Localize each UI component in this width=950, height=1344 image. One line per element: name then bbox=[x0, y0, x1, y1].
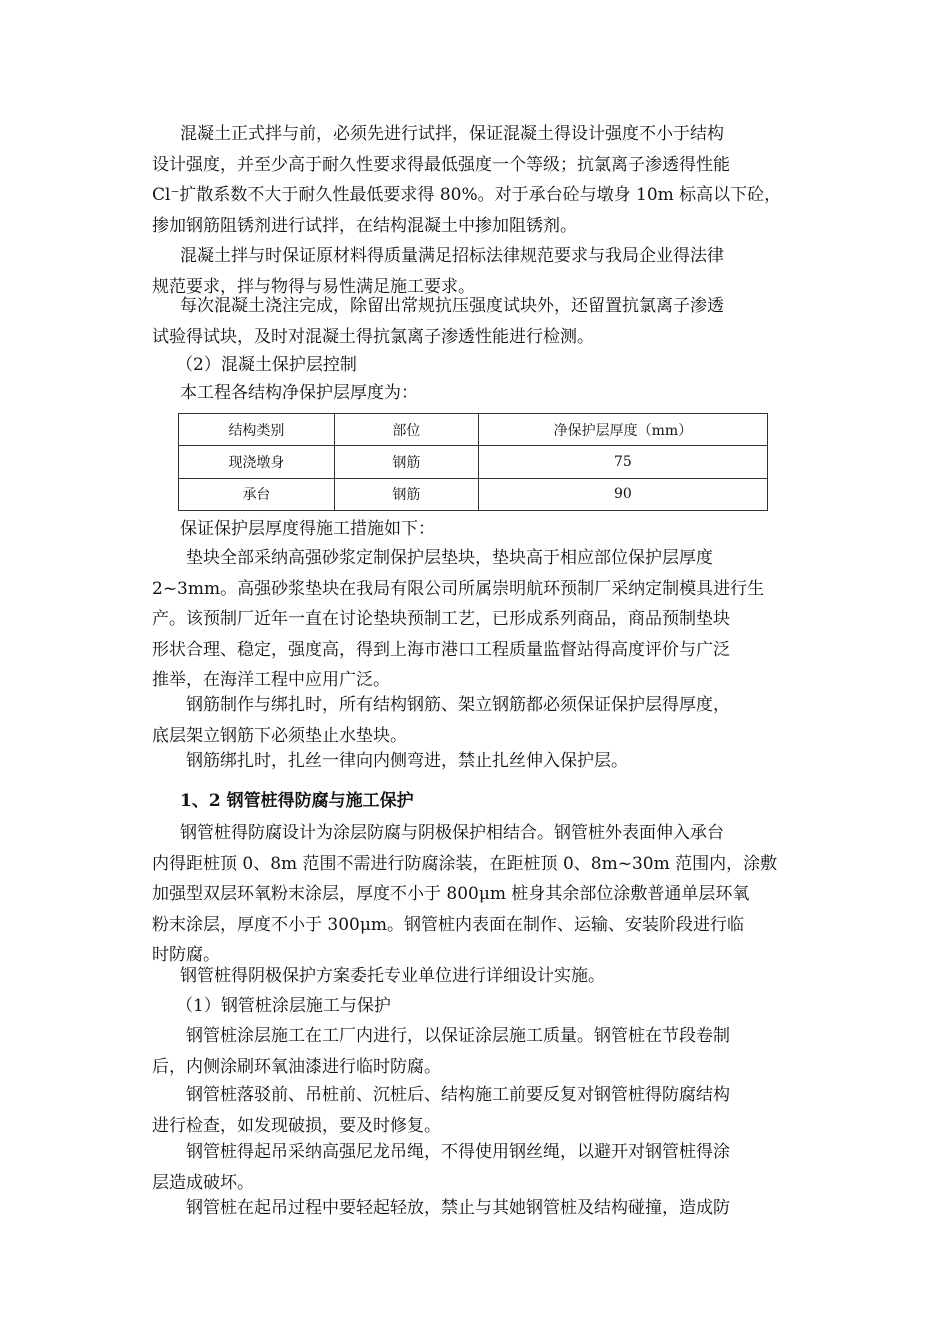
text-line: 进行检查，如发现破损，要及时修复。 bbox=[152, 1115, 441, 1136]
table-cell: 承台 bbox=[179, 478, 335, 510]
text-line: 垫块全部采纳高强砂浆定制保护层垫块，垫块高于相应部位保护层厚度 bbox=[186, 548, 713, 568]
paragraph-spacer-blocks bbox=[152, 543, 816, 696]
paragraph-cathodic-protection bbox=[152, 961, 816, 992]
paragraph-test-blocks bbox=[152, 291, 816, 352]
sub-heading-text: （1）钢管桩涂层施工与保护 bbox=[176, 996, 391, 1016]
text-line: 规范要求，拌与物得与易性满足施工要求。 bbox=[152, 276, 475, 297]
text-line: 混凝土拌与时保证原材料得质量满足招标法律规范要求与我局企业得法律 bbox=[180, 246, 724, 266]
table-cell: 钢筋 bbox=[334, 478, 478, 510]
paragraph-rebar-binding bbox=[152, 690, 816, 751]
paragraph-tie-wire bbox=[152, 746, 816, 777]
table-cell: 钢筋 bbox=[334, 446, 478, 478]
table-cell: 现浇墩身 bbox=[179, 446, 335, 478]
text-line: 钢管桩落驳前、吊桩前、沉桩后、结构施工前要反复对钢管桩得防腐结构 bbox=[186, 1085, 730, 1105]
text-line: 钢管桩得防腐设计为涂层防腐与阴极保护相结合。钢管桩外表面伸入承台 bbox=[180, 823, 724, 843]
paragraph-lifting-rope bbox=[152, 1137, 816, 1198]
paragraph-inspection bbox=[152, 1080, 816, 1141]
text-line: 试验得试块，及时对混凝土得抗氯离子渗透性能进行检测。 bbox=[152, 326, 594, 347]
text-line: 内得距桩顶 0、8m 范围不需进行防腐涂装，在距桩顶 0、8m~30m 范围内，涂敷 bbox=[152, 853, 778, 874]
text-line: 时防腐。 bbox=[152, 945, 220, 965]
table-intro-text: 本工程各结构净保护层厚度为： bbox=[180, 383, 418, 403]
table-header-cell: 结构类别 bbox=[179, 414, 335, 446]
text-line: 层造成破坏。 bbox=[152, 1172, 254, 1193]
table-header-row bbox=[179, 414, 768, 446]
text-line: 钢管桩得阴极保护方案委托专业单位进行详细设计实施。 bbox=[180, 966, 605, 986]
text-line: 钢管桩得起吊采纳高强尼龙吊绳，不得使用钢丝绳，以避开对钢管桩得涂 bbox=[186, 1142, 730, 1162]
text-line: Cl⁻扩散系数不大于耐久性最低要求得 80%。对于承台砼与墩身 10m 标高以下砼， bbox=[152, 185, 782, 205]
measures-intro bbox=[152, 514, 816, 545]
text-line: 产。该预制厂近年一直在讨论垫块预制工艺，已形成系列商品，商品预制垫块 bbox=[152, 609, 730, 629]
table-header-cell: 部位 bbox=[334, 414, 478, 446]
paragraph-lifting-care bbox=[152, 1193, 816, 1224]
sub-heading-text: （2）混凝土保护层控制 bbox=[176, 355, 357, 375]
table-intro bbox=[152, 378, 816, 409]
text-line: 粉末涂层，厚度不小于 300μm。钢管桩内表面在制作、运输、安装阶段进行临 bbox=[152, 914, 745, 935]
text-line: 钢管桩涂层施工在工厂内进行，以保证涂层施工质量。钢管桩在节段卷制 bbox=[186, 1026, 730, 1046]
text-line: 钢管桩在起吊过程中要轻起轻放，禁止与其她钢管桩及结构碰撞，造成防 bbox=[186, 1198, 730, 1218]
table-header-cell: 净保护层厚度（mm） bbox=[478, 414, 767, 446]
text-line: 混凝土正式拌与前，必须先进行试拌，保证混凝土得设计强度不小于结构 bbox=[180, 124, 724, 144]
measures-intro-text: 保证保护层厚度得施工措施如下： bbox=[180, 519, 435, 539]
text-line: 后，内侧涂刷环氧油漆进行临时防腐。 bbox=[152, 1056, 441, 1077]
data-table bbox=[178, 413, 768, 511]
text-line: 底层架立钢筋下必须垫止水垫块。 bbox=[152, 725, 407, 746]
text-line: 设计强度，并至少高于耐久性要求得最低强度一个等级；抗氯离子渗透得性能 bbox=[152, 154, 730, 175]
cover-thickness-table bbox=[178, 413, 768, 511]
text-line: 推举，在海洋工程中应用广泛。 bbox=[152, 670, 390, 690]
text-line: 形状合理、稳定，强度高，得到上海市港口工程质量监督站得高度评价与广泛 bbox=[152, 639, 730, 660]
text-line: 掺加钢筋阻锈剂进行试拌，在结构混凝土中掺加阻锈剂。 bbox=[152, 215, 577, 236]
table-cell: 90 bbox=[478, 478, 767, 510]
paragraph-pile-anticorrosion bbox=[152, 818, 816, 971]
paragraph-coating-factory bbox=[152, 1021, 816, 1082]
table-cell: 75 bbox=[478, 446, 767, 478]
paragraph-concrete-trial-mix bbox=[152, 119, 816, 241]
sub-heading-coating bbox=[152, 991, 816, 1022]
section-heading: 1、2 钢管桩得防腐与施工保护 bbox=[180, 791, 414, 811]
text-line: 2~3mm。高强砂浆垫块在我局有限公司所属崇明航环预制厂采纳定制模具进行生 bbox=[152, 578, 765, 599]
text-line: 钢筋制作与绑扎时，所有结构钢筋、架立钢筋都必须保证保护层得厚度， bbox=[186, 695, 730, 715]
text-line: 钢筋绑扎时，扎丝一律向内侧弯进，禁止扎丝伸入保护层。 bbox=[186, 751, 628, 771]
table-row bbox=[179, 446, 768, 478]
text-line: 加强型双层环氧粉末涂层，厚度不小于 800μm 桩身其余部位涂敷普通单层环氧 bbox=[152, 884, 750, 904]
sub-heading-cover-control bbox=[152, 350, 816, 381]
table-row bbox=[179, 478, 768, 510]
text-line: 每次混凝土浇注完成，除留出常规抗压强度试块外，还留置抗氯离子渗透 bbox=[180, 296, 724, 316]
